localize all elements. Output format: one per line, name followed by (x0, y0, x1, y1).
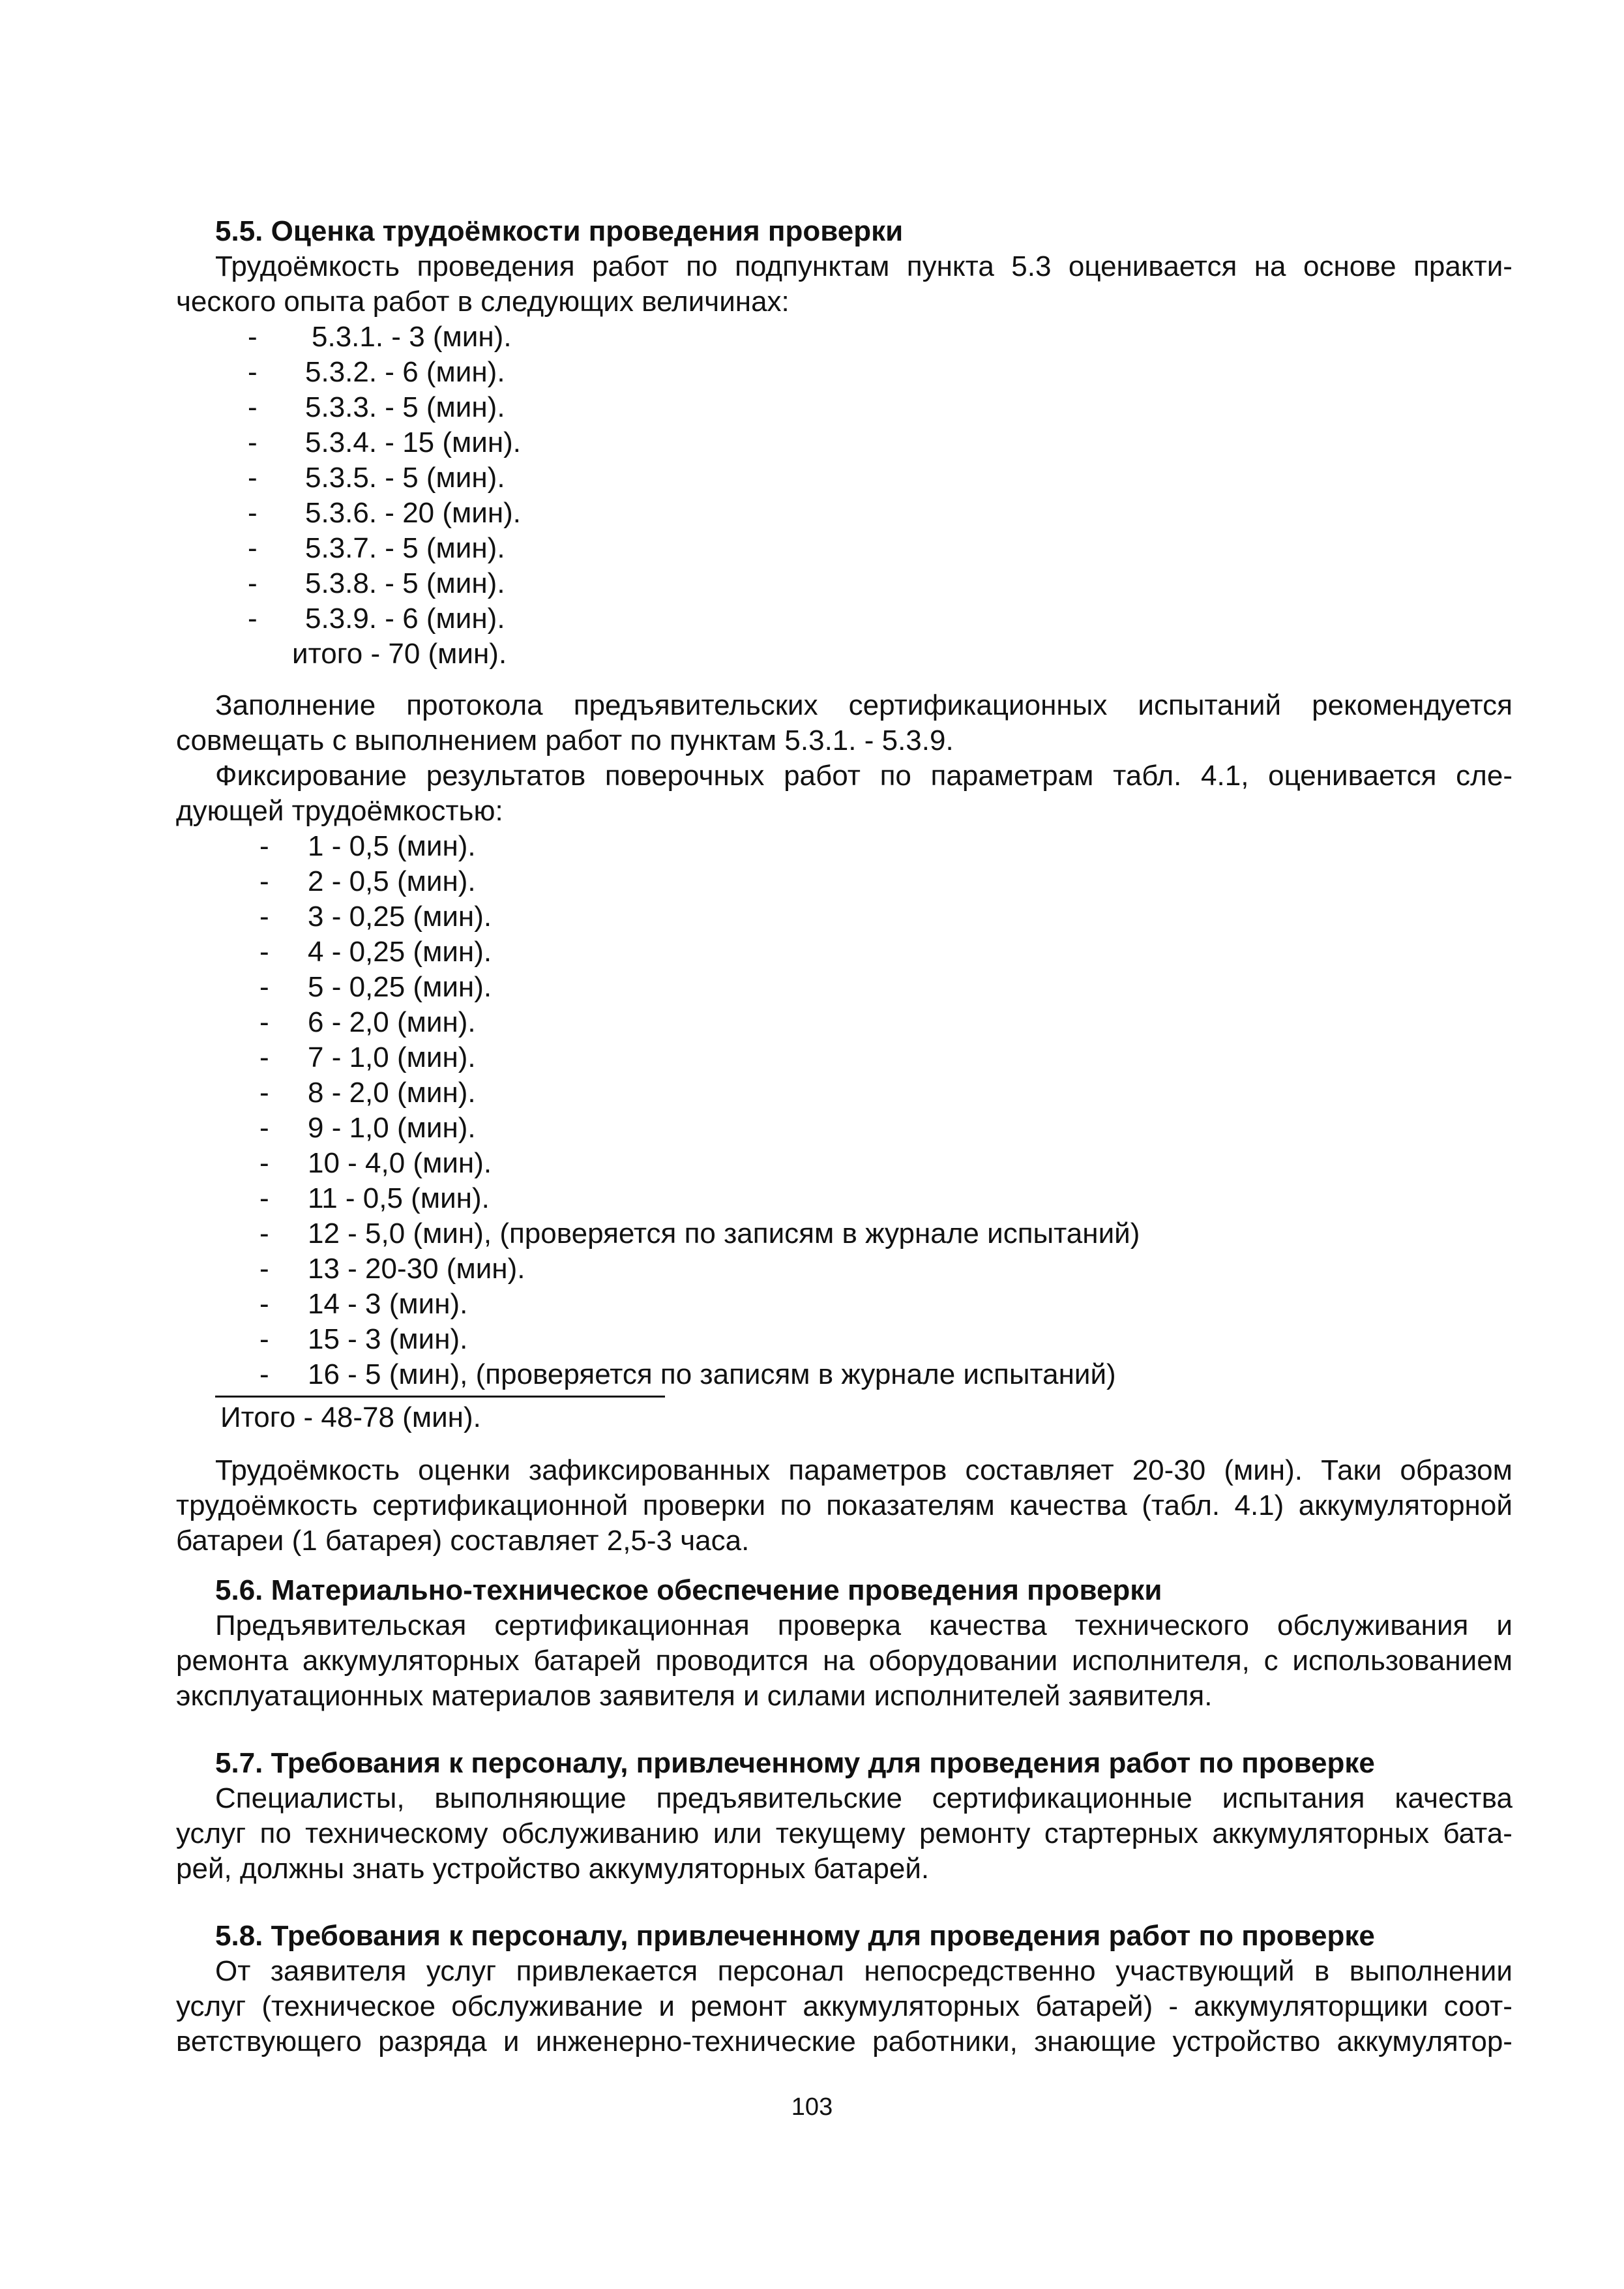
list-dash: - (259, 1358, 269, 1390)
paragraph-line: Трудоёмкость проведения работ по подпунктам пункта 5.3 оценивается на основе практи- (215, 250, 1513, 282)
paragraph-line: трудоёмкость сертификационной проверки по показателям качества (табл. 4.1) аккумуляторной (176, 1489, 1513, 1521)
paragraph-line: ремонта аккумуляторных батарей проводится на оборудовании исполнителя, с использованием (176, 1645, 1513, 1677)
list-item: 3 - 0,25 (мин). (308, 901, 492, 933)
list-item: 5.3.2. - 6 (мин). (305, 356, 505, 388)
list-dash: - (259, 1323, 269, 1355)
list-item: 4 - 0,25 (мин). (308, 936, 492, 968)
list-item: 5.3.1. - 3 (мин). (312, 321, 512, 353)
list-item: 5.3.6. - 20 (мин). (305, 497, 522, 529)
paragraph-line: Заполнение протокола предъявительских сертификационных испытаний рекомендуется (215, 689, 1513, 721)
paragraph-line: Трудоёмкость оценки зафиксированных параметров составляет 20-30 (мин). Таки образом (215, 1454, 1513, 1486)
list-item: 8 - 2,0 (мин). (308, 1077, 476, 1109)
list-item: 16 - 5 (мин), (проверяется по записям в журнале испытаний) (308, 1358, 1116, 1390)
list-item: 5 - 0,25 (мин). (308, 971, 492, 1003)
list-item: 15 - 3 (мин). (308, 1323, 468, 1355)
paragraph-line: услуг (техническое обслуживание и ремонт аккумуляторных батарей) - аккумуляторщики соот- (176, 1990, 1513, 2022)
list-item: 5.3.7. - 5 (мин). (305, 532, 505, 564)
section-5-7-heading: 5.7. Требования к персоналу, привлеченному для проведения работ по проверке (215, 1747, 1375, 1779)
section-5-8-heading: 5.8. Требования к персоналу, привлеченному для проведения работ по проверке (215, 1920, 1375, 1952)
list-dash: - (248, 532, 258, 564)
list-dash: - (259, 1288, 269, 1320)
list-item: 12 - 5,0 (мин), (проверяется по записям в журнале испытаний) (308, 1218, 1140, 1249)
list-dash: - (248, 321, 258, 353)
paragraph-line: батареи (1 батарея) составляет 2,5-3 часа. (176, 1525, 750, 1557)
list-dash: - (248, 391, 258, 423)
list-dash: - (259, 1112, 269, 1144)
paragraph-line: дующей трудоёмкостью: (176, 795, 503, 827)
list-dash: - (259, 1147, 269, 1179)
list-item: 2 - 0,5 (мин). (308, 865, 476, 897)
list-dash: - (259, 1218, 269, 1249)
list-item: 5.3.8. - 5 (мин). (305, 567, 505, 599)
list-item: 5.3.5. - 5 (мин). (305, 462, 505, 494)
paragraph-line: Специалисты, выполняющие предъявительские сертификационные испытания качества (215, 1782, 1513, 1814)
paragraph-line: От заявителя услуг привлекается персонал непосредственно участвующий в выполнении (215, 1955, 1513, 1987)
paragraph-line: Фиксирование результатов поверочных работ по параметрам табл. 4.1, оценивается сле- (215, 760, 1513, 792)
list-dash: - (259, 1077, 269, 1109)
paragraph-line: совмещать с выполнением работ по пунктам 5.3.1. - 5.3.9. (176, 725, 954, 756)
paragraph-line: ветствующего разряда и инженерно-технические работники, знающие устройство аккумулятор- (176, 2026, 1513, 2057)
list-item: 9 - 1,0 (мин). (308, 1112, 476, 1144)
list-item: 5.3.4. - 15 (мин). (305, 426, 522, 458)
list-dash: - (248, 462, 258, 494)
list-item: 14 - 3 (мин). (308, 1288, 468, 1320)
list-dash: - (259, 901, 269, 933)
list-dash: - (248, 497, 258, 529)
page-number: 103 (791, 2093, 833, 2121)
list-item: 13 - 20-30 (мин). (308, 1253, 525, 1285)
list-item: 5.3.3. - 5 (мин). (305, 391, 505, 423)
list-dash: - (248, 567, 258, 599)
list-dash: - (259, 936, 269, 968)
list-dash: - (259, 865, 269, 897)
sum-rule (215, 1396, 665, 1398)
list-dash: - (248, 603, 258, 635)
list-item: 1 - 0,5 (мин). (308, 830, 476, 862)
section-5-5-heading: 5.5. Оценка трудоёмкости проведения проверки (215, 215, 904, 247)
paragraph-line: ческого опыта работ в следующих величинах: (176, 286, 790, 318)
section-5-6-heading: 5.6. Материально-техническое обеспечение проведения проверки (215, 1574, 1162, 1606)
list-dash: - (259, 1182, 269, 1214)
list-dash: - (248, 356, 258, 388)
list-dash: - (259, 830, 269, 862)
list-item: 7 - 1,0 (мин). (308, 1041, 476, 1073)
paragraph-line: Предъявительская сертификационная проверка качества технического обслуживания и (215, 1609, 1513, 1641)
paragraph-line: эксплуатационных материалов заявителя и силами исполнителей заявителя. (176, 1680, 1213, 1712)
list-item: 5.3.9. - 6 (мин). (305, 603, 505, 635)
list-dash: - (259, 1253, 269, 1285)
list-item: 6 - 2,0 (мин). (308, 1006, 476, 1038)
list-dash: - (259, 1006, 269, 1038)
list-item: 10 - 4,0 (мин). (308, 1147, 492, 1179)
list-total: Итого - 48-78 (мин). (220, 1401, 481, 1433)
paragraph-line: рей, должны знать устройство аккумуляторных батарей. (176, 1853, 930, 1885)
list-dash: - (248, 426, 258, 458)
list-dash: - (259, 971, 269, 1003)
paragraph-line: услуг по техническому обслуживанию или текущему ремонту стартерных аккумуляторных бата- (176, 1818, 1513, 1849)
list-total: итого - 70 (мин). (292, 638, 507, 670)
list-item: 11 - 0,5 (мин). (308, 1182, 490, 1214)
list-dash: - (259, 1041, 269, 1073)
